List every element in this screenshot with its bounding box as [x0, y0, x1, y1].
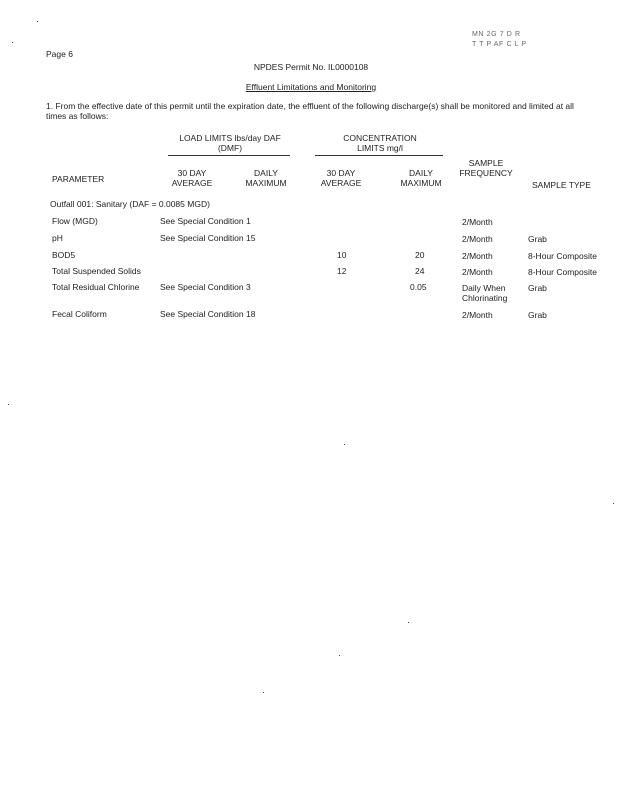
row-tss-conc-avg: 12 — [337, 266, 347, 276]
row-trc-parameter: Total Residual Chlorine — [52, 282, 140, 292]
col-conc-daily-max: DAILY MAXIMUM — [400, 168, 442, 188]
row-flow-parameter: Flow (MGD) — [52, 216, 98, 226]
received-stamp: MN 2G 7 D R T T P AF C L P — [472, 31, 527, 48]
row-fecal-frequency: 2/Month — [462, 310, 493, 320]
row-fecal-load: See Special Condition 18 — [160, 309, 256, 319]
row-flow-frequency: 2/Month — [462, 217, 493, 227]
scan-speck — [8, 404, 9, 405]
row-tss-type: 8-Hour Composite — [528, 267, 597, 277]
col-sample-type: SAMPLE TYPE — [532, 180, 591, 190]
row-bod5-conc-avg: 10 — [337, 250, 347, 260]
row-ph-load: See Special Condition 15 — [160, 233, 256, 243]
scan-speck — [613, 503, 614, 504]
row-trc-load: See Special Condition 3 — [160, 282, 251, 292]
col-sample-frequency: SAMPLE FREQUENCY — [459, 158, 513, 178]
row-trc-conc-max: 0.05 — [410, 282, 427, 292]
scan-speck — [12, 42, 13, 43]
col-parameter: PARAMETER — [52, 174, 105, 184]
row-fecal-type: Grab — [528, 310, 547, 320]
col-conc-30day-avg: 30 DAY AVERAGE — [320, 168, 362, 188]
intro-paragraph: 1. From the effective date of this permit until the expiration date, the effluent of the following discharge(s) shall be monitored and limited at all times as follows: — [46, 101, 574, 121]
row-bod5-frequency: 2/Month — [462, 251, 493, 261]
concentration-limits-header: CONCENTRATION LIMITS mg/l — [343, 133, 417, 153]
row-tss-frequency: 2/Month — [462, 267, 493, 277]
row-tss-parameter: Total Suspended Solids — [52, 266, 141, 276]
scan-speck — [37, 21, 38, 22]
scan-speck — [339, 655, 340, 656]
concentration-limits-rule — [315, 155, 443, 156]
load-limits-header: LOAD LIMITS lbs/day DAF (DMF) — [179, 133, 281, 153]
row-flow-load: See Special Condition 1 — [160, 216, 251, 226]
page-number: Page 6 — [46, 49, 73, 59]
load-limits-rule — [168, 155, 290, 156]
scan-speck — [344, 444, 345, 445]
row-tss-conc-max: 24 — [415, 266, 425, 276]
permit-title: NPDES Permit No. IL0000108 — [253, 62, 369, 72]
row-bod5-parameter: BOD5 — [52, 250, 76, 260]
row-ph-type: Grab — [528, 234, 547, 244]
row-fecal-parameter: Fecal Coliform — [52, 309, 107, 319]
col-load-30day-avg: 30 DAY AVERAGE — [171, 168, 213, 188]
row-ph-frequency: 2/Month — [462, 234, 493, 244]
row-bod5-type: 8-Hour Composite — [528, 251, 597, 261]
scan-speck — [408, 622, 409, 623]
outfall-label: Outfall 001: Sanitary (DAF = 0.0085 MGD) — [50, 199, 210, 209]
row-bod5-conc-max: 20 — [415, 250, 425, 260]
scan-speck — [263, 692, 264, 693]
section-heading: Effluent Limitations and Monitoring — [245, 82, 377, 92]
col-load-daily-max: DAILY MAXIMUM — [245, 168, 287, 188]
row-trc-type: Grab — [528, 283, 547, 293]
row-trc-frequency: Daily When Chlorinating — [462, 283, 508, 303]
row-ph-parameter: pH — [52, 233, 63, 243]
